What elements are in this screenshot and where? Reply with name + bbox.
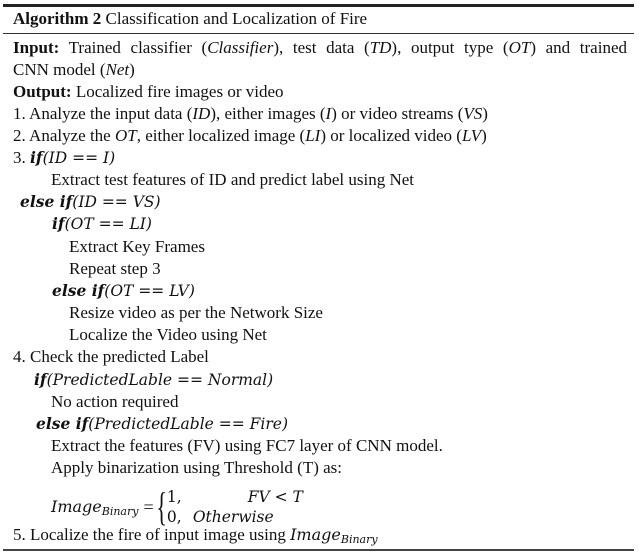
step-text: 5. Localize the fire of input image using <box>13 525 291 544</box>
step-4-branch-normal <box>34 369 273 391</box>
input-text: ), output type ( <box>391 38 509 57</box>
top-rule <box>3 4 634 7</box>
input-continuation <box>13 59 135 81</box>
input-label: Input: <box>13 38 60 57</box>
var-image: Image <box>290 525 341 544</box>
algorithm-caption <box>13 8 367 30</box>
step-5 <box>13 524 378 551</box>
var-lv: LV <box>461 126 482 145</box>
condition: (ID == I) <box>42 149 116 167</box>
branch-lv-body: Localize the Video using Net <box>69 325 267 344</box>
var-image-subscript: Binary <box>340 533 378 546</box>
input-text: CNN model ( <box>13 60 106 79</box>
case-condition: FV < T <box>247 488 303 506</box>
input-text: ), test data ( <box>273 38 370 57</box>
branch-fire-body: Extract the features (FV) using FC7 layer of CNN model. <box>51 436 443 455</box>
keyword-if: if <box>34 370 47 389</box>
bottom-rule <box>3 549 634 551</box>
step-3-else-if <box>20 191 161 213</box>
output-label: Output: <box>13 82 72 101</box>
left-brace-icon: { <box>155 484 167 529</box>
var-i: I <box>325 104 332 123</box>
condition: (ID == VS) <box>72 193 161 211</box>
algorithm-title: Classification and Localization of Fire <box>105 9 368 28</box>
branch-fire-body: Apply binarization using Threshold (T) as: <box>51 458 342 477</box>
input-var-td: TD <box>369 38 392 57</box>
equation-lhs <box>51 497 138 518</box>
algorithm-label: Algorithm 2 <box>13 9 102 28</box>
equals-sign: = <box>143 496 154 517</box>
equation-cases <box>167 487 303 527</box>
input-var-net: Net <box>105 60 130 79</box>
branch-li-body: Extract Key Frames <box>69 237 205 256</box>
step-3-branch-lv <box>52 280 195 302</box>
input-var-ot: OT <box>508 38 531 57</box>
step-3 <box>13 147 115 169</box>
step-text: ), either images ( <box>210 104 326 123</box>
keyword-if: if <box>52 214 65 233</box>
condition: (PredictedLable == Normal) <box>46 371 274 389</box>
branch-lv-body: Resize video as per the Network Size <box>69 303 323 322</box>
step-4-branch-fire <box>36 413 288 435</box>
branch-li-body: Repeat step 3 <box>69 259 161 278</box>
input-line <box>13 37 627 59</box>
equation-lhs-subscript: Binary <box>101 504 139 518</box>
output-text: Localized fire images or video <box>75 82 284 101</box>
keyword-if: if <box>30 148 43 167</box>
step-3-body: Extract test features of ID and predict label using Net <box>51 170 415 189</box>
step-number: 3. <box>13 148 30 167</box>
input-text: ) and trained <box>530 38 627 57</box>
equation-case <box>167 487 303 507</box>
var-vs: VS <box>463 104 483 123</box>
step-text: , either localized image ( <box>136 126 306 145</box>
binarization-equation <box>51 485 303 529</box>
var-li: LI <box>305 126 321 145</box>
step-text: ) <box>481 126 487 145</box>
step-text: ) or localized video ( <box>320 126 462 145</box>
step-text: 1. Analyze the input data ( <box>13 104 193 123</box>
condition: (OT == LI) <box>64 215 152 233</box>
input-var-classifier: Classifier <box>207 38 274 57</box>
equation-lhs-base: Image <box>51 496 102 516</box>
step-text: 2. Analyze the <box>13 126 115 145</box>
case-value: 1, <box>166 488 182 506</box>
condition: (OT == LV) <box>104 282 195 300</box>
keyword-else-if: else if <box>52 281 105 300</box>
step-4: 4. Check the predicted Label <box>13 347 209 366</box>
input-text: ) <box>129 60 135 79</box>
var-id: ID <box>192 104 211 123</box>
step-2 <box>13 125 487 147</box>
step-text: ) or video streams ( <box>331 104 464 123</box>
condition: (PredictedLable == Fire) <box>88 415 288 433</box>
step-3-branch-li <box>52 213 152 235</box>
keyword-else-if: else if <box>36 414 89 433</box>
branch-normal-body: No action required <box>51 392 179 411</box>
keyword-else-if: else if <box>20 192 73 211</box>
step-1 <box>13 103 488 125</box>
case-condition: Otherwise <box>192 508 274 526</box>
output-line <box>13 81 284 103</box>
var-ot: OT <box>114 126 137 145</box>
step-text: ) <box>482 104 488 123</box>
case-value: 0, <box>166 508 182 526</box>
caption-rule <box>3 33 634 34</box>
input-text: Trained classifier ( <box>68 38 208 57</box>
